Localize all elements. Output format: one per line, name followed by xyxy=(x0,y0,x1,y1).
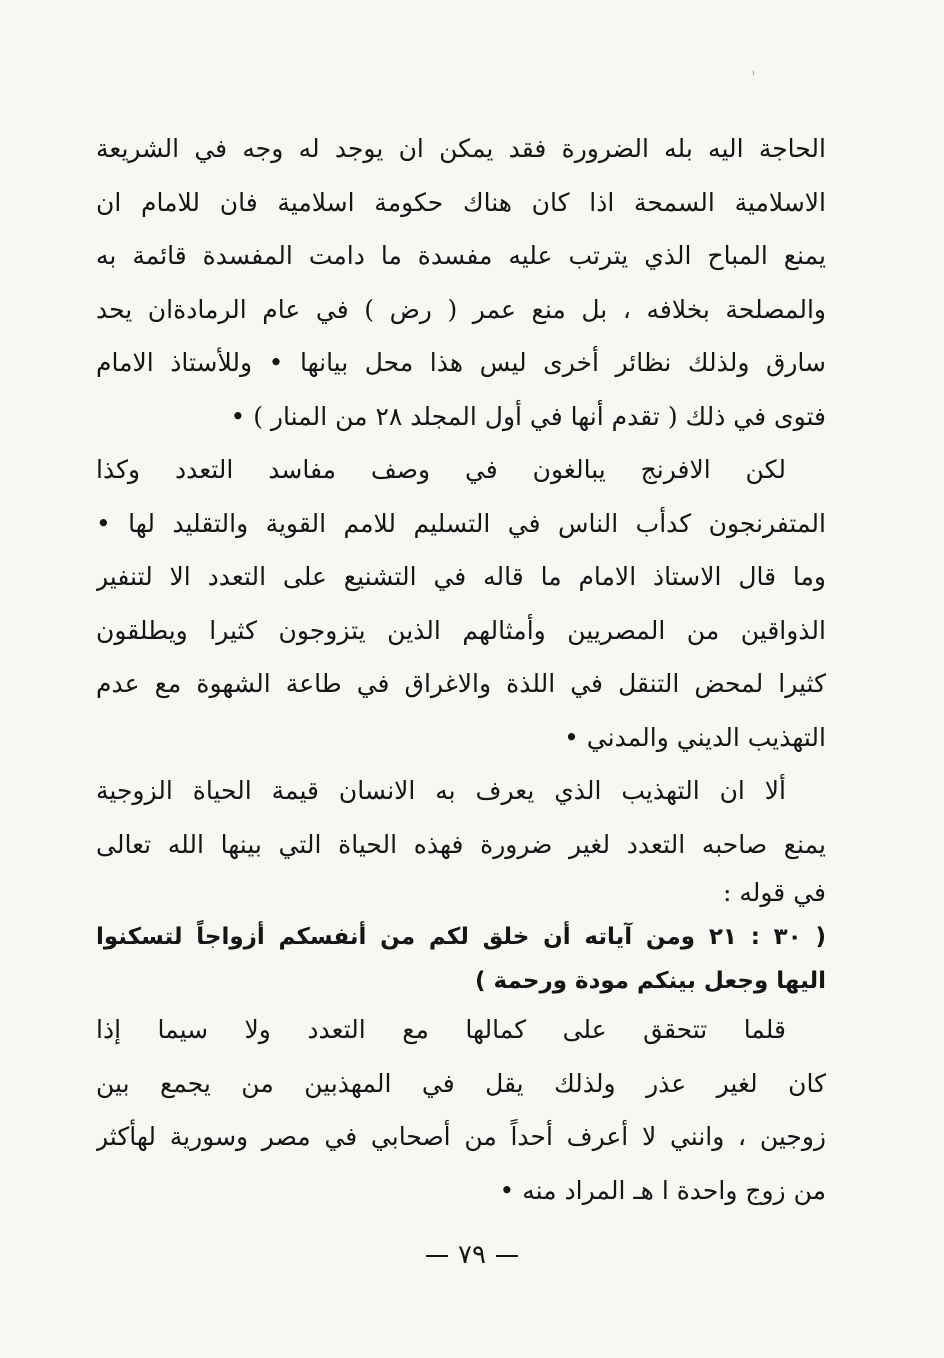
text-line: وما قال الاستاذ الامام ما قاله في التشنيع على التعدد الا لتنفير xyxy=(96,562,826,591)
text-line: قلما تتحقق على كمالها مع التعدد ولا سيما إذا xyxy=(96,1015,786,1044)
page-number-value: ٧٩ xyxy=(458,1240,486,1270)
text-line: كثيرا لمحض التنقل في اللذة والاغراق في طاعة الشهوة مع عدم xyxy=(96,669,826,698)
text-line: الحاجة اليه بله الضرورة فقد يمكن ان يوجد له وجه في الشريعة xyxy=(96,134,826,163)
text-line: في قوله : xyxy=(723,878,826,907)
text-line: سارق ولذلك نظائر أخرى ليس هذا محل بيانها • وللأستاذ الامام xyxy=(96,348,826,377)
text-line: فتوى في ذلك ( تقدم أنها في أول المجلد ٢٨ من المنار ) • xyxy=(230,401,826,431)
quran-quote-line: اليها وجعل بينكم مودة ورحمة ) xyxy=(474,968,826,994)
text-line: لكن الافرنج يبالغون في وصف مفاسد التعدد وكذا xyxy=(96,455,786,484)
text-line: الذواقين من المصريين وأمثالهم الذين يتزوجون كثيرا ويطلقون xyxy=(96,615,826,645)
text-line: يمنع المباح الذي يترتب عليه مفسدة ما دامت المفسدة قائمة به xyxy=(96,241,826,270)
text-line: يمنع صاحبه التعدد لغير ضرورة فهذه الحياة التي بينها الله تعالى xyxy=(96,829,826,859)
page-number-dash xyxy=(426,1255,448,1257)
page-number-dash xyxy=(496,1255,518,1257)
text-line: زوجين ، وانني لا أعرف أحداً من أصحابي في مصر وسورية لهأكثر xyxy=(96,1122,826,1151)
quran-quote-line: ( ٣٠ : ٢١ ومن آياته أن خلق لكم من أنفسكم أزواجاً لتسكنوا xyxy=(96,924,826,950)
text-line: الاسلامية السمحة اذا كان هناك حكومة اسلامية فان للامام ان xyxy=(96,187,826,217)
text-line: كان لغير عذر ولذلك يقل في المهذبين من يجمع بين xyxy=(96,1068,826,1098)
page-number xyxy=(0,1240,944,1270)
page-body-text xyxy=(96,122,826,1217)
text-line: ألا ان التهذيب الذي يعرف به الانسان قيمة الحياة الزوجية xyxy=(96,776,786,805)
text-line: من زوج واحدة ا هـ المراد منه • xyxy=(499,1175,826,1205)
text-line: التهذيب الديني والمدني • xyxy=(564,722,826,752)
text-line: المتفرنجون كدأب الناس في التسليم للامم القوية والتقليد لها • xyxy=(96,508,826,538)
text-line: والمصلحة بخلافه ، بل منع عمر ( رض ) في عام الرمادةان يحد xyxy=(96,294,826,324)
paper-speck xyxy=(749,70,754,76)
